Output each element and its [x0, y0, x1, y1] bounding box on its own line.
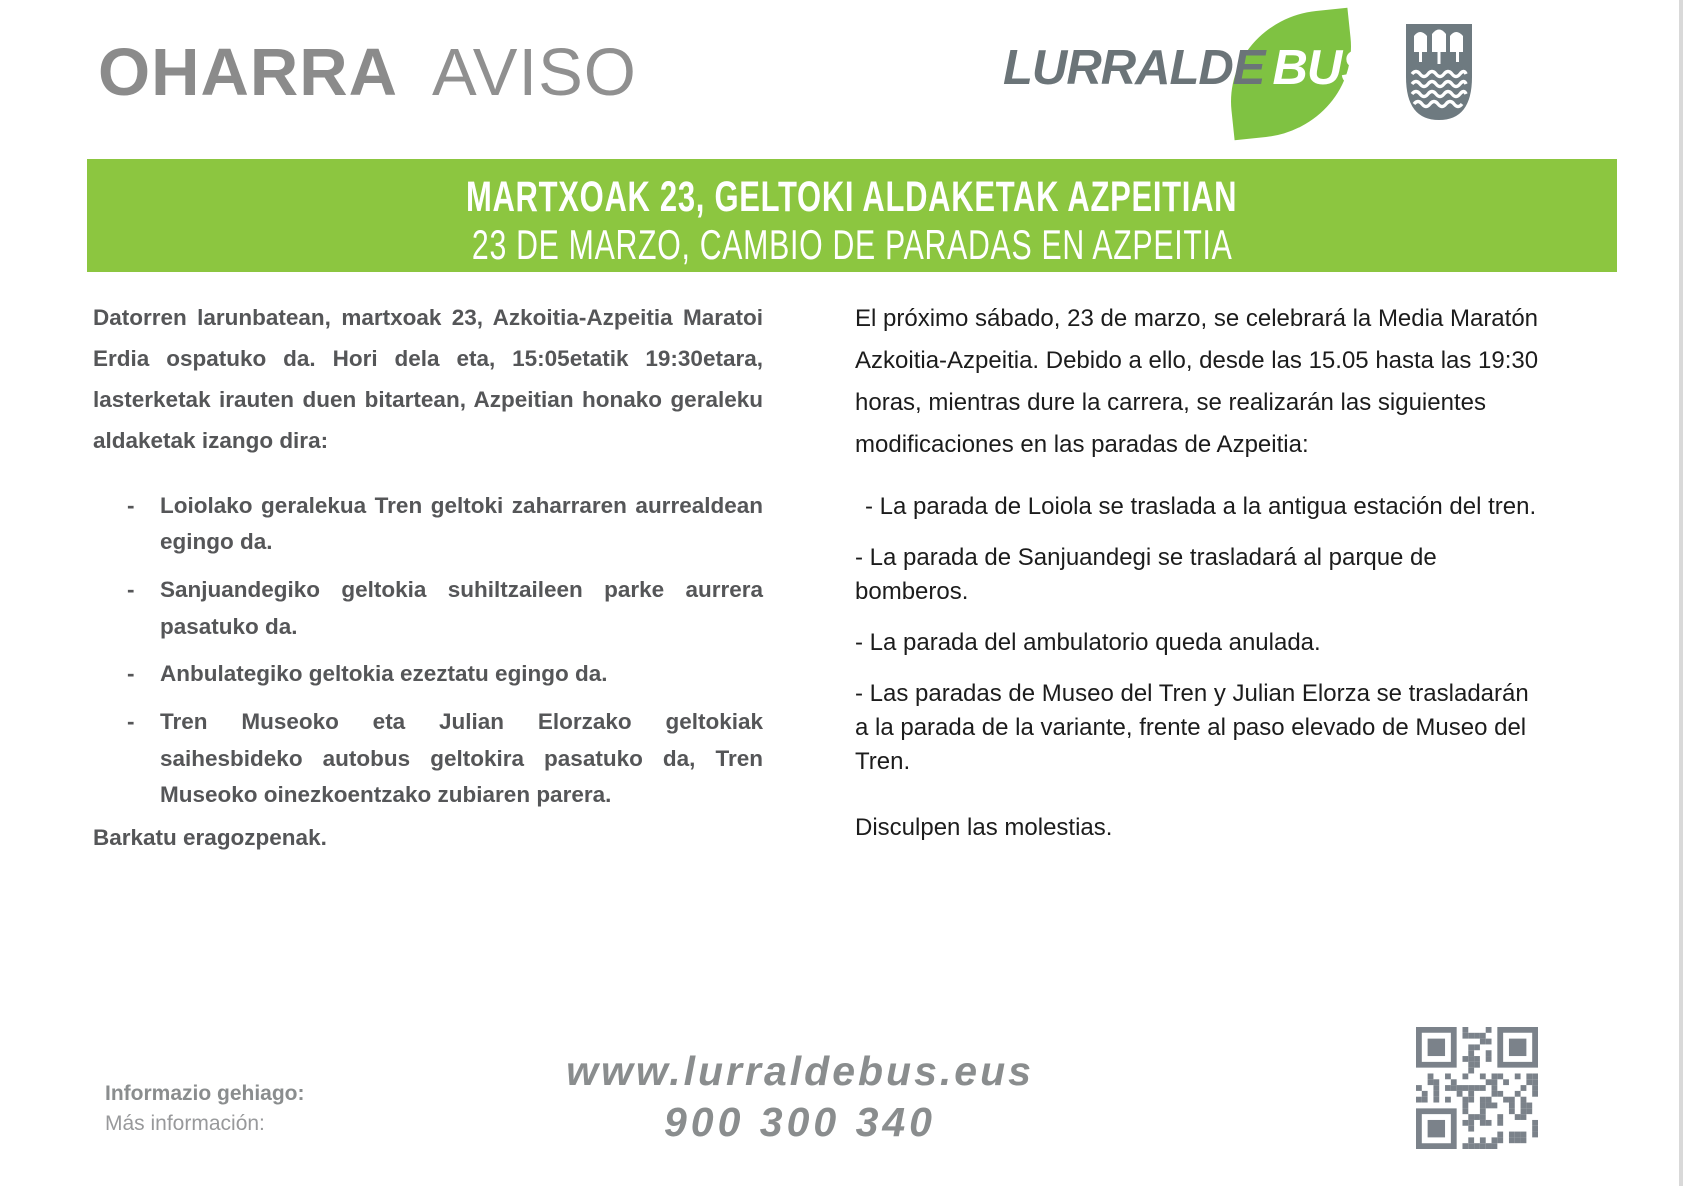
lurraldebus-logo-bus: BUS — [1272, 41, 1373, 95]
list-item — [127, 656, 763, 693]
page-title — [98, 34, 637, 111]
info-label-spanish: Más información: — [105, 1112, 265, 1135]
bullet-text: Anbulategiko geltokia ezeztatu egingo da. — [160, 661, 608, 687]
bullet-dash: - — [127, 661, 135, 687]
spanish-intro-paragraph: El próximo sábado, 23 de marzo, se celebrará la Media Maratón Azkoitia-Azpeitia. Debido a ello, desde las 15.05 hasta las 19:30 horas, mientras dure la carrera, se realizarán las siguientes modificaciones en las paradas de Azpeitia: — [855, 305, 1539, 458]
list-item: - La parada de Loiola se traslada a la antigua estación del tren. — [865, 493, 1537, 520]
gipuzkoa-shield-icon — [1404, 22, 1474, 122]
list-item — [127, 704, 763, 814]
basque-column — [93, 298, 763, 851]
lurraldebus-logo-word: LURRALDE — [1003, 41, 1265, 95]
qr-code-pattern — [1416, 1027, 1538, 1149]
qr-code — [1413, 1027, 1541, 1149]
title-spanish: AVISO — [432, 35, 637, 110]
list-item — [127, 572, 763, 645]
info-label-basque: Informazio gehiago: — [105, 1082, 305, 1105]
more-info-block — [105, 1082, 305, 1136]
basque-closing: Barkatu eragozpenak. — [93, 825, 327, 851]
basque-bullet-list — [93, 488, 763, 814]
bullet-dash: - — [127, 577, 135, 603]
notice-banner — [87, 159, 1617, 272]
lurraldebus-logo — [1003, 14, 1373, 136]
banner-title-basque: MARTXOAK 23, GELTOKI ALDAKETAK AZPEITIAN — [466, 173, 1238, 221]
spanish-column — [855, 298, 1547, 845]
bullet-dash: - — [127, 709, 135, 735]
list-item: - Las paradas de Museo del Tren y Julian Elorza se trasladarán a la parada de la variante, frente al paso elevado de Museo del Tren. — [855, 680, 1529, 776]
spanish-closing: Disculpen las molestias. — [855, 813, 1113, 841]
page-edge-divider — [1679, 0, 1683, 1186]
title-basque: OHARRA — [98, 35, 399, 110]
list-item: - La parada de Sanjuandegi se trasladará al parque de bomberos. — [855, 544, 1437, 606]
website-url: www.lurraldebus.eus — [566, 1048, 1034, 1094]
phone-number: 900 300 340 — [663, 1099, 936, 1145]
banner-title-spanish: 23 DE MARZO, CAMBIO DE PARADAS EN AZPEITIA — [471, 221, 1233, 269]
bullet-text: Sanjuandegiko geltokia suhiltzaileen parke aurrera pasatuko da. — [160, 577, 763, 639]
bullet-text: Tren Museoko eta Julian Elorzako geltokiak saihesbideko autobus geltokira pasatuko da, Tren Museoko oinezkoentzako zubiaren parera. — [160, 709, 763, 808]
footer-contact — [450, 1048, 1150, 1146]
list-item: - La parada del ambulatorio queda anulada. — [855, 629, 1321, 657]
list-item — [127, 488, 763, 561]
bullet-dash: - — [127, 492, 135, 518]
basque-intro-paragraph: Datorren larunbatean, martxoak 23, Azkoitia-Azpeitia Maratoi Erdia ospatuko da. Hori dela eta, 15:05etatik 19:30etara, lasterketak irauten duen bitartean, Azpeitian honako geraleku aldaketak izango dira: — [93, 305, 763, 453]
bullet-text: Loiolako geralekua Tren geltoki zaharraren aurrealdean egingo da. — [160, 492, 763, 555]
